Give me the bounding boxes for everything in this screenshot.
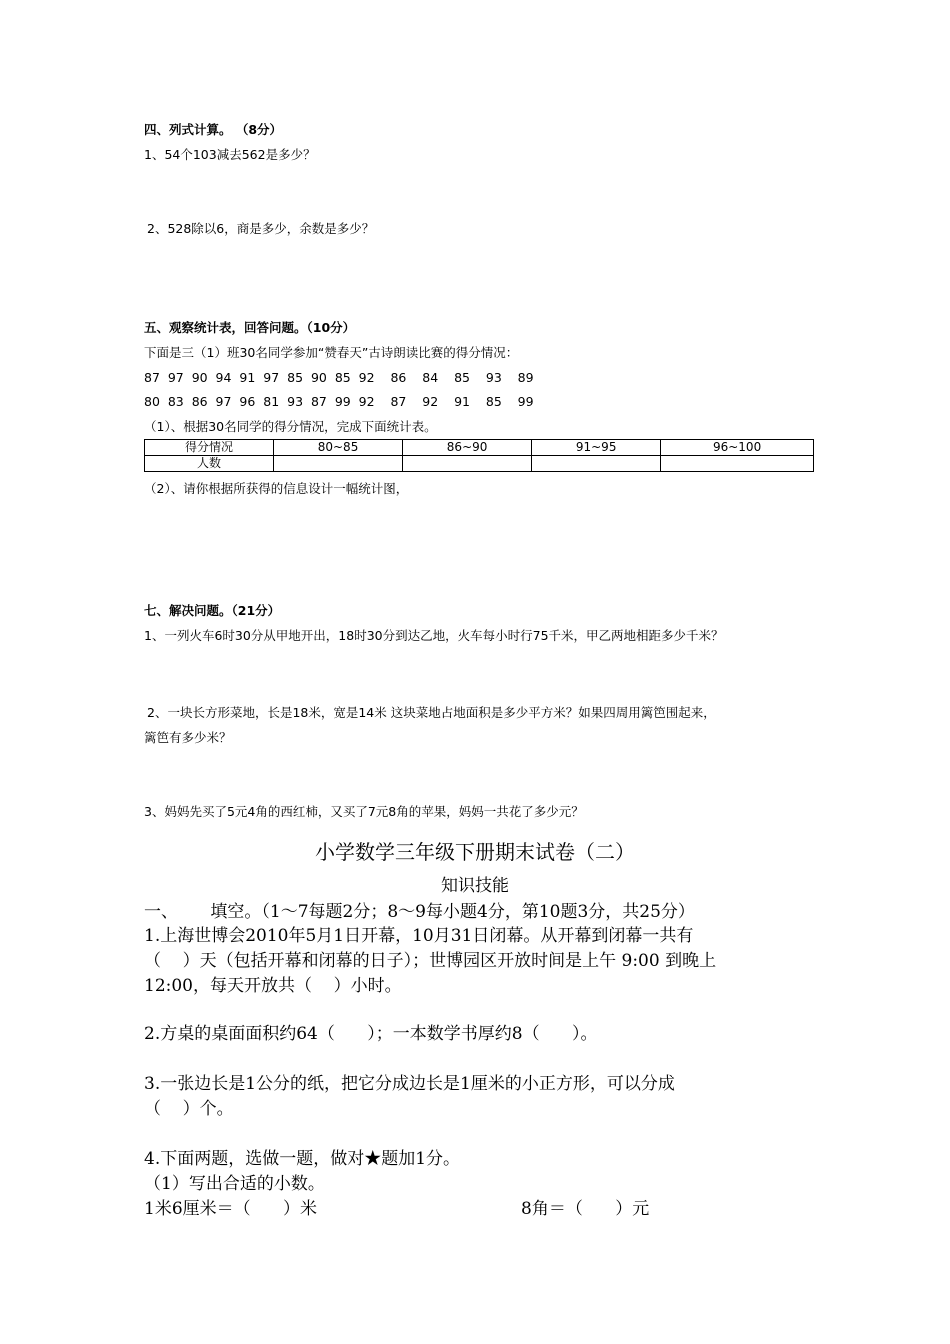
scores-row-1: 87 97 90 94 91 97 85 90 85 92 86 84 85 93 89 [144,370,534,385]
table-range-cell: 80~85 [274,440,403,456]
section4-title: 四、列式计算。 （8分） [144,122,283,137]
section5-question-2: （2）、请你根据所获得的信息设计一幅统计图， [144,481,409,496]
exam2-title: 小学数学三年级下册期末试卷（二） [315,840,635,864]
table-range-cell: 86~90 [403,440,532,456]
section7-title: 七、解决问题。（21分） [144,603,281,618]
table-answer-cell[interactable] [403,456,532,472]
question-4-item-a: 1米6厘米＝（ ）米 [144,1199,318,1219]
table-range-cell: 96~100 [661,440,814,456]
question-1-line3: 12:00，每天开放共（ ）小时。 [144,976,402,996]
table-header-label: 得分情况 [145,440,274,456]
section7-question-3: 3、妈妈先买了5元4角的西红柿，又买了7元8角的苹果，妈妈一共花了多少元？ [144,804,584,819]
part1-title: 一、 填空。（1～7每题2分；8～9每小题4分，第10题3分，共25分） [144,902,695,922]
section7-question-2-line1: 2、一块长方形菜地，长是18米，宽是14米 这块菜地占地面积是多少平方米？如果四周用篱笆围起来， [147,705,716,720]
question-4-sub1: （1）写出合适的小数。 [144,1174,325,1194]
section7-question-2-line2: 篱笆有多少米？ [144,730,232,745]
scores-row-2: 80 83 86 97 96 81 93 87 99 92 87 92 91 85 99 [144,394,534,409]
table-answer-cell[interactable] [661,456,814,472]
question-3-line1: 3.一张边长是1公分的纸，把它分成边长是1厘米的小正方形，可以分成 [144,1074,675,1094]
section5-question-1: （1）、根据30名同学的得分情况，完成下面统计表。 [144,419,437,434]
question-4: 4.下面两题，选做一题，做对★题加1分。 [144,1149,461,1169]
question-3-line2: （ ）个。 [144,1099,234,1119]
section4-question-2: 2、528除以6，商是多少，余数是多少？ [147,221,375,236]
table-answer-cell[interactable] [532,456,661,472]
section5-title: 五、观察统计表，回答问题。（10分） [144,320,356,335]
table-row-label: 人数 [145,456,274,472]
table-row [145,440,814,456]
question-4-item-b: 8角＝（ ）元 [521,1199,650,1219]
exam2-subtitle: 知识技能 [441,876,509,896]
table-row [145,456,814,472]
table-range-cell: 91~95 [532,440,661,456]
score-statistics-table [144,439,814,472]
question-2: 2.方桌的桌面面积约64（ ）；一本数学书厚约8（ ）。 [144,1024,598,1044]
table-answer-cell[interactable] [274,456,403,472]
section7-question-1: 1、一列火车6时30分从甲地开出，18时30分到达乙地，火车每小时行75千米，甲乙两地相距多少千米？ [144,628,724,643]
question-1-line1: 1.上海世博会2010年5月1日开幕，10月31日闭幕。从开幕到闭幕一共有 [144,926,694,946]
question-1-line2: （ ）天（包括开幕和闭幕的日子）；世博园区开放时间是上午 9:00 到晚上 [144,951,717,971]
section5-intro: 下面是三（1）班30名同学参加“赞春天”古诗朗读比赛的得分情况： [144,345,519,360]
section4-question-1: 1、54个103减去562是多少？ [144,147,316,162]
